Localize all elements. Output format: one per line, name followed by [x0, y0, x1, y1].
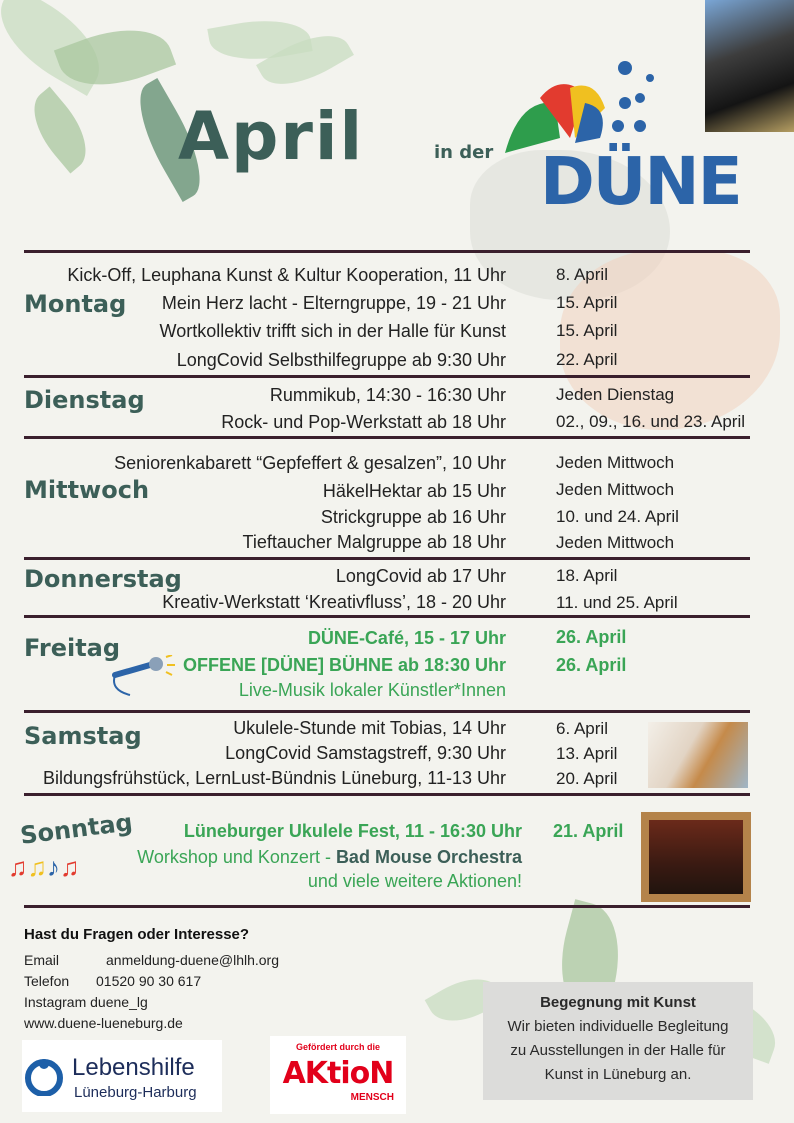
contact-website[interactable]: www.duene-lueneburg.de — [24, 1015, 183, 1031]
aktion-top: Gefördert durch die — [295, 1042, 380, 1052]
ukulele-photo — [648, 722, 748, 788]
event-item: Bildungsfrühstück, LernLust-Bündnis Lüneburg, 11-13 Uhr — [43, 768, 506, 788]
event-item: Kreativ-Werkstatt ‘Kreativfluss’, 18 - 20 Uhr — [162, 592, 506, 612]
divider — [24, 615, 750, 618]
divider — [24, 436, 750, 439]
divider — [24, 375, 750, 378]
horse-photo — [705, 0, 794, 132]
phone-value[interactable]: 01520 90 30 617 — [96, 973, 202, 989]
event-date: Jeden Mittwoch — [556, 480, 675, 499]
event-date: Jeden Mittwoch — [556, 533, 675, 552]
aktion-main: AKtioN — [282, 1056, 394, 1091]
event-item: Lüneburger Ukulele Fest, 11 - 16:30 Uhr — [183, 821, 522, 841]
lebenshilfe-name: Lebenshilfe — [72, 1054, 195, 1081]
event-item: Rock- und Pop-Werkstatt ab 18 Uhr — [221, 412, 506, 432]
band-photo-frame — [641, 812, 751, 902]
info-heading: Begegnung mit Kunst — [540, 994, 696, 1011]
event-item: Tieftaucher Malgruppe ab 18 Uhr — [242, 532, 506, 552]
event-date: Jeden Dienstag — [556, 385, 675, 404]
day-mittwoch: Mittwoch — [24, 476, 150, 504]
email-value[interactable]: anmeldung-duene@lhlh.org — [106, 952, 279, 968]
leaf-decoration — [19, 87, 101, 174]
contact-email — [24, 952, 279, 968]
event-item: Seniorenkabarett “Gepfeffert & gesalzen”, 10 Uhr — [114, 453, 506, 473]
contact-instagram[interactable]: Instagram duene_lg — [24, 994, 148, 1010]
event-item: HäkelHektar ab 15 Uhr — [322, 481, 506, 501]
duene-logo-text: DÜNE — [540, 143, 741, 220]
info-line: zu Ausstellungen in der Halle für — [510, 1042, 726, 1059]
event-date: 6. April — [556, 719, 608, 738]
event-date: 20. April — [556, 769, 618, 788]
event-date: 15. April — [556, 321, 618, 340]
event-item: DÜNE-Café, 15 - 17 Uhr — [307, 628, 506, 648]
info-line: Wir bieten individuelle Begleitung — [507, 1018, 729, 1035]
email-label: Email — [24, 952, 60, 968]
contact-heading: Hast du Fragen oder Interesse? — [24, 926, 250, 943]
event-item: Mein Herz lacht - Elterngruppe, 19 - 21 Uhr — [161, 293, 506, 313]
info-line: Kunst in Lüneburg an. — [544, 1066, 692, 1083]
event-item-band: Bad Mouse Orchestra — [335, 847, 522, 867]
event-date: 10. und 24. April — [556, 507, 679, 526]
title-connector: in der — [434, 142, 494, 163]
event-item: Wortkollektiv trifft sich in der Halle für Kunst — [159, 321, 506, 341]
event-date: 02., 09., 16. und 23. April — [556, 412, 746, 431]
event-item: Ukulele-Stunde mit Tobias, 14 Uhr — [233, 718, 506, 738]
event-item: Rummikub, 14:30 - 16:30 Uhr — [269, 385, 506, 405]
event-item-part: Workshop und Konzert - — [137, 847, 336, 867]
event-item: LongCovid ab 17 Uhr — [335, 566, 506, 586]
event-date: 8. April — [556, 265, 608, 284]
event-date: 26. April — [556, 627, 627, 647]
divider — [24, 250, 750, 253]
divider — [24, 557, 750, 560]
event-item: OFFENE [DÜNE] BÜHNE ab 18:30 Uhr — [182, 655, 506, 675]
contact-phone — [24, 973, 202, 989]
event-item: und viele weitere Aktionen! — [307, 871, 522, 891]
info-box — [483, 982, 753, 1100]
day-montag: Montag — [24, 290, 127, 318]
day-donnerstag: Donnerstag — [24, 565, 182, 593]
event-date: Jeden Mittwoch — [556, 453, 675, 472]
event-date: 11. und 25. April — [556, 593, 678, 612]
event-date: 22. April — [556, 350, 618, 369]
microphone-icon — [110, 655, 190, 705]
divider — [24, 710, 750, 713]
event-date: 18. April — [556, 566, 618, 585]
event-item: LongCovid Selbsthilfegruppe ab 9:30 Uhr — [176, 350, 506, 370]
info-text — [483, 1015, 753, 1087]
event-date: 21. April — [553, 821, 624, 841]
event-item — [137, 847, 522, 868]
event-date: 26. April — [556, 655, 627, 675]
day-dienstag: Dienstag — [24, 386, 145, 414]
day-samstag: Samstag — [24, 722, 142, 750]
phone-label: Telefon — [24, 973, 70, 989]
event-item: Kick-Off, Leuphana Kunst & Kultur Kooperation, 11 Uhr — [67, 265, 506, 285]
band-photo — [649, 820, 743, 894]
event-date: 15. April — [556, 293, 618, 312]
lebenshilfe-sub: Lüneburg-Harburg — [74, 1084, 197, 1101]
event-item: LongCovid Samstagstreff, 9:30 Uhr — [225, 743, 506, 763]
aktion-mensch-logo — [270, 1036, 406, 1114]
page-title: April — [178, 98, 365, 175]
music-notes-icon: ♫♫♪♫ — [8, 852, 80, 882]
lebenshilfe-icon — [24, 1056, 64, 1096]
day-sonntag: Sonntag — [18, 808, 135, 850]
divider — [24, 793, 750, 796]
lebenshilfe-logo — [22, 1040, 222, 1112]
event-item: Strickgruppe ab 16 Uhr — [320, 507, 506, 527]
aktion-sub: MENSCH — [350, 1092, 394, 1103]
day-freitag: Freitag — [24, 634, 121, 662]
event-date: 13. April — [556, 744, 618, 763]
divider — [24, 905, 750, 908]
event-item: Live-Musik lokaler Künstler*Innen — [238, 680, 506, 700]
